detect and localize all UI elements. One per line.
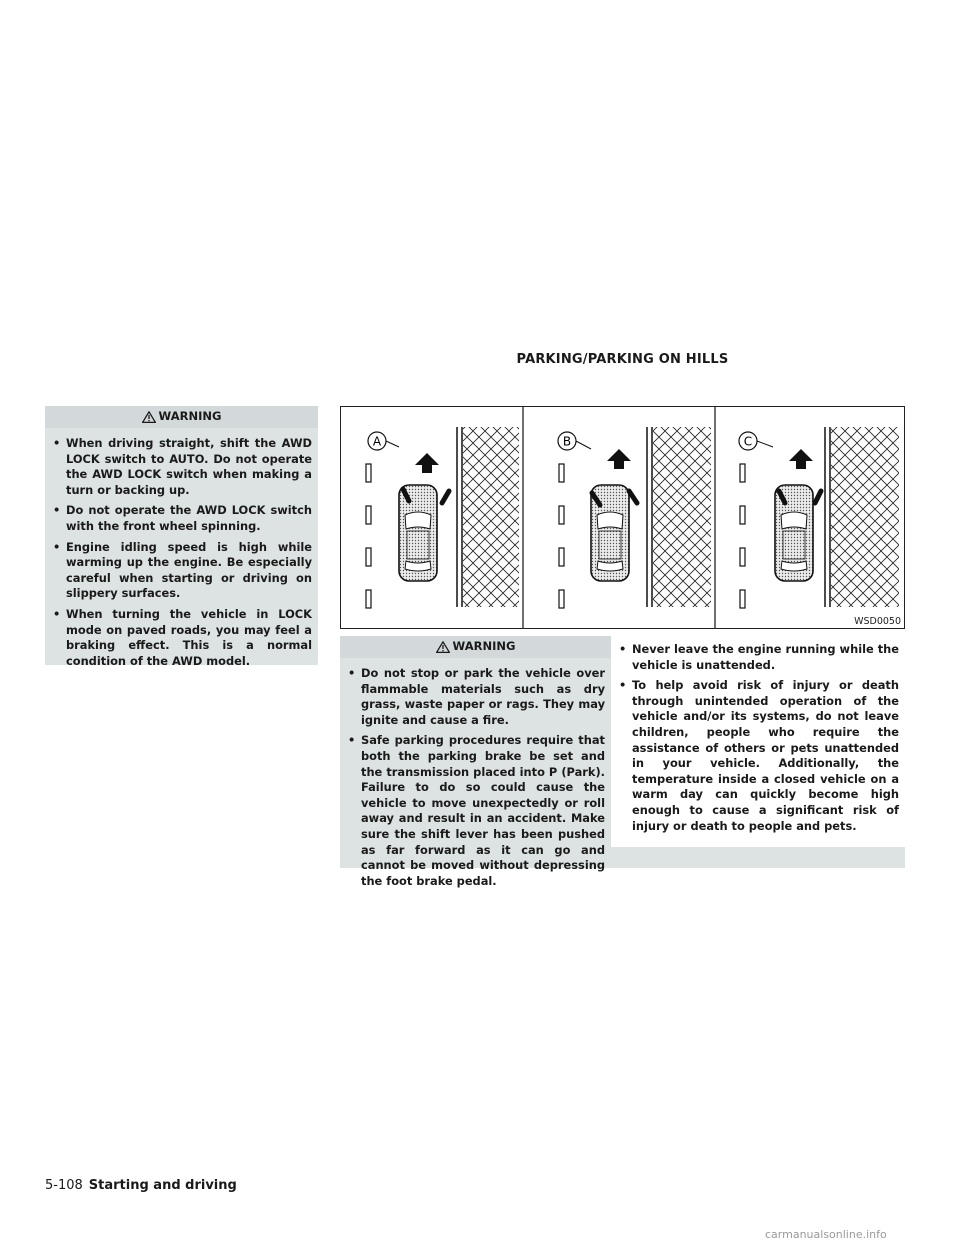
warning-heading-label: WARNING xyxy=(158,409,222,424)
warning-list-col1 xyxy=(340,658,611,902)
parking-diagram xyxy=(341,407,904,628)
warning-list-col2 xyxy=(611,634,905,847)
figure-code: WSD0050 xyxy=(854,616,901,627)
panel-b xyxy=(558,427,711,608)
parking-illustration xyxy=(340,406,905,629)
chapter-title: Starting and driving xyxy=(88,1178,237,1193)
warning-list-left xyxy=(45,428,318,682)
warning-box-left xyxy=(45,406,318,668)
panel-label-c: C xyxy=(743,434,753,449)
list-item: • Safe parking procedures require that both the parking brake be set and the transmission placed into P (Park). Failure to do so could cause the vehicle to move unexpectedly or roll away and result in an accident. Make sure the shift lever has been pushed as far forward as it can go and cannot be moved without depressing the foot brake pedal. xyxy=(346,733,605,889)
panel-c xyxy=(739,427,899,608)
warning-triangle-icon xyxy=(142,411,156,423)
list-item: • When turning the vehicle in LOCK mode on paved roads, you may feel a braking effect. This is a normal condition of the AWD model. xyxy=(51,607,312,669)
list-item: • When driving straight, shift the AWD LOCK switch to AUTO. Do not operate the AWD LOCK switch when making a turn or backing up. xyxy=(51,436,312,498)
warning-heading-label: WARNING xyxy=(452,639,516,654)
warning-box-right xyxy=(340,636,905,888)
list-item: • Do not stop or park the vehicle over flammable materials such as dry grass, waste paper or rags. They may ignite and cause a fire. xyxy=(346,666,605,728)
section-title: PARKING/PARKING ON HILLS xyxy=(516,352,729,367)
panel-label-b: B xyxy=(562,434,572,449)
page-number: 5-108 xyxy=(45,1178,83,1193)
page-footer xyxy=(45,1178,237,1193)
warning-heading xyxy=(45,406,318,428)
list-item: • Engine idling speed is high while warming up the engine. Be especially careful when starting or driving on slippery surfaces. xyxy=(51,540,312,602)
panel-label-a: A xyxy=(372,434,382,449)
warning-columns xyxy=(340,636,905,888)
list-item: • Never leave the engine running while the vehicle is unattended. xyxy=(617,642,899,673)
watermark: carmanualsonline.info xyxy=(765,1228,887,1241)
list-item: • To help avoid risk of injury or death through unintended operation of the vehicle and/or its systems, do not leave children, people who require the assistance of others or pets unattended in your vehicle. Additionally, the temperature inside a closed vehicle on a warm day can quickly become high enough to cause a significant risk of injury or death to people and pets. xyxy=(617,678,899,834)
panel-a xyxy=(366,427,519,608)
list-item: • Do not operate the AWD LOCK switch with the front wheel spinning. xyxy=(51,503,312,534)
